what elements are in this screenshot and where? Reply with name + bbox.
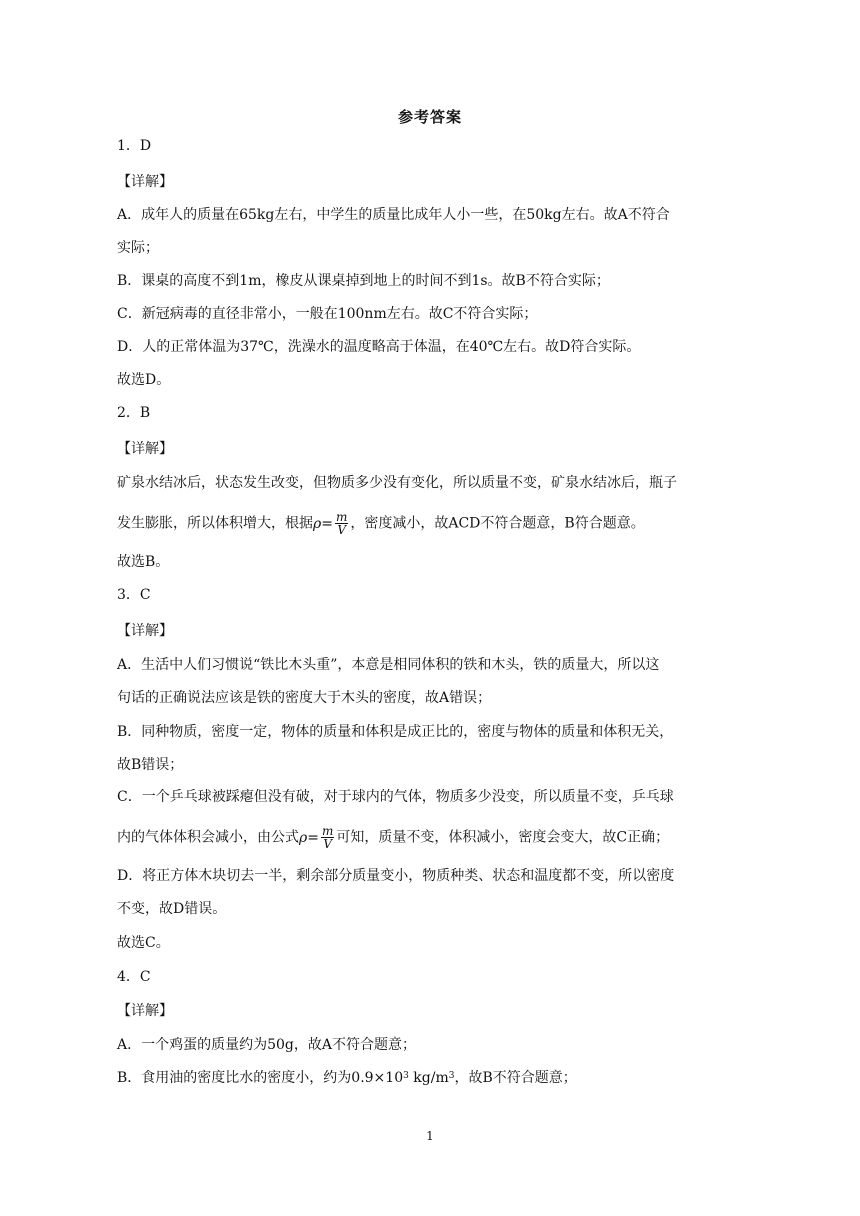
answer-3-number: 3．C — [117, 587, 151, 603]
answer-4-number: 4．C — [117, 969, 151, 985]
oil-density-value: $0.9\times 10^3$ $kg/m^3$ — [351, 1070, 455, 1086]
answer-2-line2 — [117, 511, 747, 536]
answer-1-option-d: D．人的正常体温为37℃，洗澡水的温度略高于体温，在40℃左右。故D符合实际。 — [117, 339, 641, 355]
answer-2-choice: 故选B。 — [117, 554, 170, 570]
answer-2-line2-text-after: ，密度减小，故ACD不符合题意，B符合题意。 — [350, 515, 645, 532]
answer-4-option-b: B．食用油的密度比水的密度小，约为$0.9\times 10^3$ $kg/m^3$，故B不符合题意； — [117, 1070, 577, 1086]
answer-2-detail-label: 【详解】 — [117, 441, 173, 457]
answer-3-option-a-line2: 句话的正确说法应该是铁的密度大于木头的密度，故A错误； — [117, 690, 492, 706]
answer-1-choice: 故选D。 — [117, 372, 171, 388]
page-title: 参考答案 — [397, 108, 462, 126]
answer-3-option-b-line1: B．同种物质，密度一定，物体的质量和体积是成正比的，密度与物体的质量和体积无关， — [117, 724, 674, 740]
answer-4-detail-label: 【详解】 — [117, 1003, 173, 1019]
answer-2-line1: 矿泉水结冰后，状态发生改变，但物质多少没有变化，所以质量不变，矿泉水结冰后，瓶子 — [117, 475, 677, 491]
answer-2-number: 2．B — [117, 405, 151, 421]
answer-3-option-c-line1: C．一个乒乓球被踩瘪但没有破，对于球内的气体，物质多少没变，所以质量不变，乒乓球 — [117, 789, 674, 805]
answer-3-option-d-line2: 不变，故D错误。 — [117, 901, 227, 917]
answer-3-detail-label: 【详解】 — [117, 623, 173, 639]
answer-3-choice: 故选C。 — [117, 935, 170, 951]
density-formula: ρ= $\frac{m}{V}$ — [313, 510, 348, 537]
answer-1-option-c: C．新冠病毒的直径非常小，一般在100nm左右。故C不符合实际； — [117, 306, 538, 322]
answer-2-line2-text-before: 发生膨胀，所以体积增大，根据 — [117, 515, 313, 532]
answer-3-option-a-line1: A．生活中人们习惯说“铁比木头重”，本意是相同体积的铁和木头，铁的质量大，所以这 — [117, 657, 660, 673]
answer-1-option-b: B．课桌的高度不到1m，橡皮从课桌掉到地上的时间不到1s。故B不符合实际； — [117, 273, 610, 289]
answer-1-option-a-line1: A．成年人的质量在65kg左右，中学生的质量比成年人小一些，在50kg左右。故A不符合 — [117, 207, 670, 223]
density-formula: ρ= $\frac{m}{V}$ — [299, 824, 334, 851]
page-number: 1 — [426, 1129, 434, 1143]
answer-4-option-a: A．一个鸡蛋的质量约为50g，故A不符合题意； — [117, 1037, 416, 1053]
answer-1-option-a-line2: 实际； — [117, 240, 159, 256]
answer-3-option-d-line1: D．将正方体木块切去一半，剩余部分质量变小，物质种类、状态和温度都不变，所以密度 — [117, 868, 675, 884]
answer-1-detail-label: 【详解】 — [117, 174, 173, 190]
answer-1-number: 1．D — [117, 138, 152, 154]
answer-3-option-c-line2 — [117, 825, 747, 850]
answer-3-c-text-before: 内的气体体积会减小，由公式 — [117, 829, 299, 846]
answer-3-c-text-after: 可知，质量不变，体积减小，密度会变大，故C正确； — [336, 829, 670, 846]
answer-3-option-b-line2: 故B错误； — [117, 757, 184, 773]
